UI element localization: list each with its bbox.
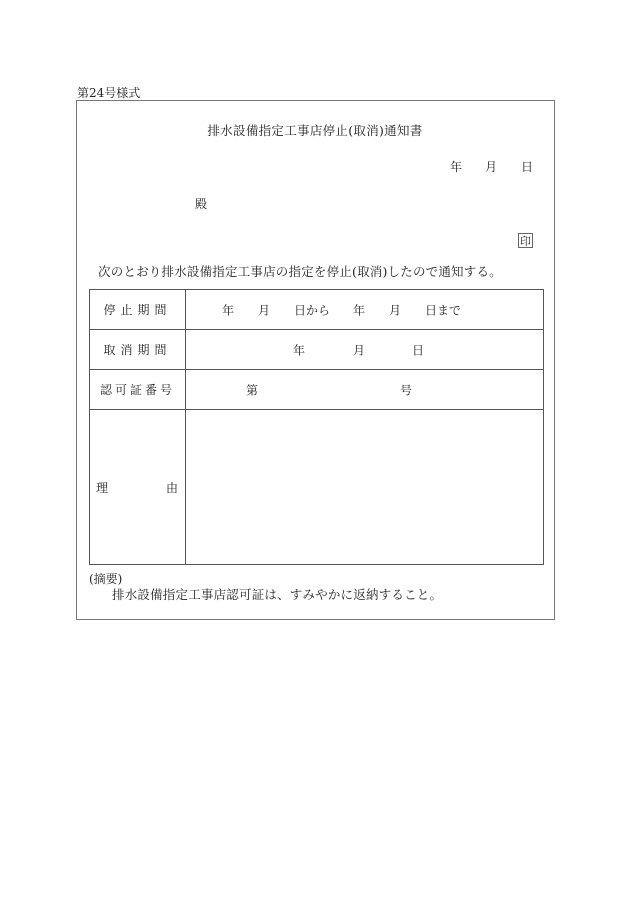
suspension-to-day: 日まで (425, 303, 462, 317)
seal-mark: 印 (520, 235, 531, 248)
form-number: 第24号様式 (77, 86, 141, 100)
label-cancellation-period: 取消期間 (90, 330, 186, 370)
summary-heading: (摘要) (89, 572, 123, 586)
addressee-suffix: 殿 (195, 197, 208, 211)
value-reason[interactable] (186, 410, 544, 565)
label-suspension-period: 停止期間 (90, 290, 186, 330)
summary-text: 排水設備指定工事店認可証は、すみやかに返納すること。 (112, 587, 443, 602)
suspension-from-month: 月 (258, 303, 271, 317)
table-row-cancellation-period (90, 330, 544, 370)
suspension-to-year: 年 (353, 303, 366, 317)
table-row-suspension-period (90, 290, 544, 330)
label-license-number: 認可証番号 (90, 370, 186, 410)
cancellation-year: 年 (293, 343, 306, 357)
document-title: 排水設備指定工事店停止(取消)通知書 (207, 123, 423, 138)
suspension-to-month: 月 (389, 303, 402, 317)
label-reason (90, 410, 186, 565)
value-license-number[interactable] (186, 370, 544, 410)
date-year: 年 (450, 160, 463, 174)
label-reason-left: 理 (96, 480, 109, 495)
detail-table (89, 289, 544, 565)
value-suspension-period[interactable] (186, 290, 544, 330)
notice-text: 次のとおり排水設備指定工事店の指定を停止(取消)したので通知する。 (98, 264, 502, 279)
cancellation-month: 月 (353, 343, 366, 357)
value-cancellation-period[interactable] (186, 330, 544, 370)
date-day: 日 (521, 160, 534, 174)
label-reason-right: 由 (165, 480, 178, 495)
date-month: 月 (485, 160, 498, 174)
license-number-suffix: 号 (400, 383, 413, 397)
suspension-from-year: 年 (222, 303, 235, 317)
license-number-prefix: 第 (246, 383, 259, 397)
table-row-reason (90, 410, 544, 565)
table-row-license-number (90, 370, 544, 410)
cancellation-day: 日 (412, 343, 425, 357)
suspension-from-day: 日から (294, 303, 331, 317)
